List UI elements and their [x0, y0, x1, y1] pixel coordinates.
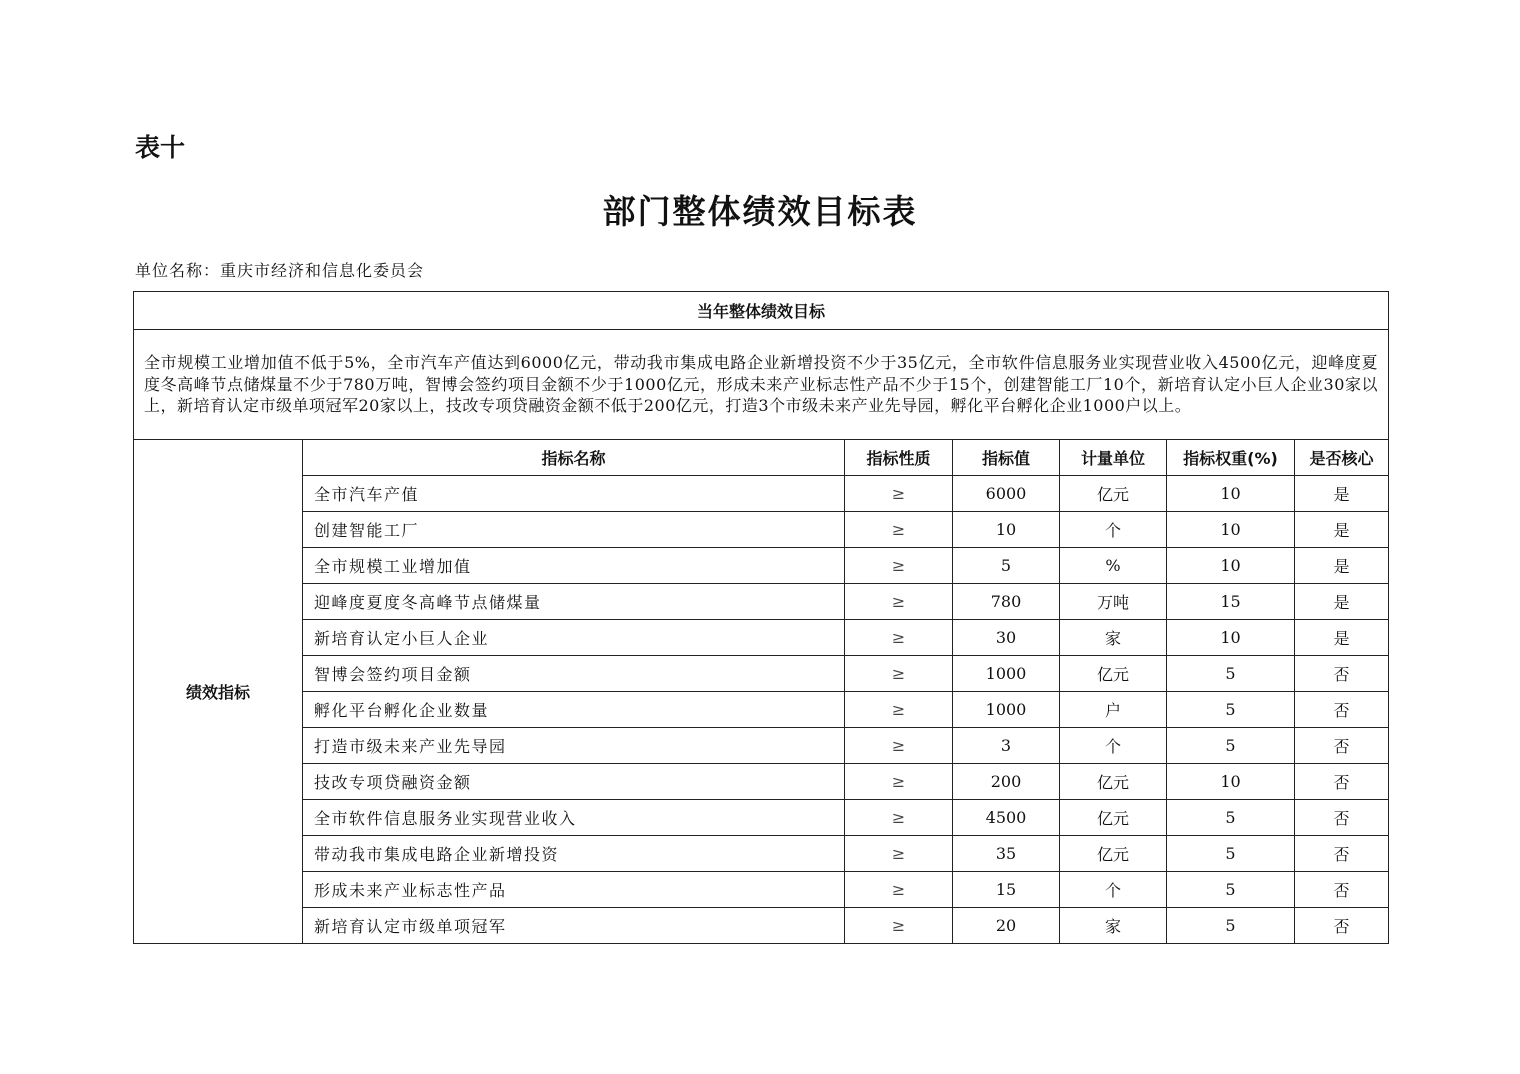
- group-label: 绩效指标: [134, 440, 303, 944]
- indicator-name: 全市汽车产值: [303, 476, 845, 512]
- indicator-weight: 10: [1167, 764, 1295, 800]
- indicator-nature: ≥: [845, 512, 953, 548]
- indicator-nature: ≥: [845, 584, 953, 620]
- indicator-nature: ≥: [845, 728, 953, 764]
- indicator-name: 全市规模工业增加值: [303, 548, 845, 584]
- indicator-weight: 10: [1167, 476, 1295, 512]
- indicator-nature: ≥: [845, 800, 953, 836]
- indicator-nature: ≥: [845, 872, 953, 908]
- indicator-nature: ≥: [845, 620, 953, 656]
- section-header: 当年整体绩效目标: [134, 292, 1389, 330]
- table-row: [134, 656, 1389, 692]
- indicator-nature: ≥: [845, 548, 953, 584]
- indicator-core: 是: [1295, 620, 1389, 656]
- unit-name-line: 单位名称：重庆市经济和信息化委员会: [135, 261, 425, 280]
- indicator-name: 带动我市集成电路企业新增投资: [303, 836, 845, 872]
- indicator-value: 10: [953, 512, 1060, 548]
- table-row: [134, 872, 1389, 908]
- indicator-unit: 万吨: [1060, 584, 1167, 620]
- indicator-weight: 5: [1167, 692, 1295, 728]
- indicator-unit: 亿元: [1060, 764, 1167, 800]
- indicator-weight: 5: [1167, 908, 1295, 944]
- indicator-core: 否: [1295, 872, 1389, 908]
- indicator-weight: 5: [1167, 836, 1295, 872]
- indicator-core: 否: [1295, 656, 1389, 692]
- indicator-core: 是: [1295, 584, 1389, 620]
- column-header-unit: 计量单位: [1060, 440, 1167, 476]
- table-row: [134, 584, 1389, 620]
- table-row: [134, 908, 1389, 944]
- indicator-weight: 15: [1167, 584, 1295, 620]
- table-row: [134, 764, 1389, 800]
- column-header-core: 是否核心: [1295, 440, 1389, 476]
- indicator-value: 35: [953, 836, 1060, 872]
- indicator-unit: 个: [1060, 872, 1167, 908]
- indicator-value: 4500: [953, 800, 1060, 836]
- document-title: 部门整体绩效目标表: [602, 192, 918, 231]
- indicator-unit: 亿元: [1060, 836, 1167, 872]
- indicator-unit: 亿元: [1060, 656, 1167, 692]
- table-row: [134, 728, 1389, 764]
- indicator-unit: %: [1060, 548, 1167, 584]
- column-header-weight: 指标权重(%): [1167, 440, 1295, 476]
- column-header-value: 指标值: [953, 440, 1060, 476]
- indicator-value: 1000: [953, 692, 1060, 728]
- indicator-value: 200: [953, 764, 1060, 800]
- indicator-name: 创建智能工厂: [303, 512, 845, 548]
- annual-goal-summary: 全市规模工业增加值不低于5%，全市汽车产值达到6000亿元，带动我市集成电路企业新增投资不少于35亿元，全市软件信息服务业实现营业收入4500亿元，迎峰度夏度冬高峰节点储煤量不少于780万吨，智博会签约项目金额不少于1000亿元，形成未来产业标志性产品不少于15个，创建智能工厂10个，新培育认定小巨人企业30家以上，新培育认定市级单项冠军20家以上，技改专项贷融资金额不低于200亿元，打造3个市级未来产业先导园，孵化平台孵化企业1000户以上。: [134, 330, 1389, 440]
- indicator-core: 是: [1295, 476, 1389, 512]
- indicator-weight: 5: [1167, 872, 1295, 908]
- indicator-name: 形成未来产业标志性产品: [303, 872, 845, 908]
- indicator-value: 5: [953, 548, 1060, 584]
- indicator-nature: ≥: [845, 836, 953, 872]
- column-header-nature: 指标性质: [845, 440, 953, 476]
- table-row: [134, 476, 1389, 512]
- column-header-row: [134, 440, 1389, 476]
- indicator-weight: 10: [1167, 512, 1295, 548]
- table-row: [134, 512, 1389, 548]
- table-row: [134, 548, 1389, 584]
- indicator-weight: 5: [1167, 800, 1295, 836]
- indicator-name: 智博会签约项目金额: [303, 656, 845, 692]
- indicator-core: 否: [1295, 908, 1389, 944]
- indicator-nature: ≥: [845, 656, 953, 692]
- indicator-value: 3: [953, 728, 1060, 764]
- indicator-name: 新培育认定市级单项冠军: [303, 908, 845, 944]
- indicator-nature: ≥: [845, 476, 953, 512]
- indicator-name: 迎峰度夏度冬高峰节点储煤量: [303, 584, 845, 620]
- indicator-weight: 5: [1167, 656, 1295, 692]
- indicator-unit: 亿元: [1060, 800, 1167, 836]
- indicator-unit: 户: [1060, 692, 1167, 728]
- indicator-nature: ≥: [845, 764, 953, 800]
- indicator-nature: ≥: [845, 908, 953, 944]
- indicator-name: 全市软件信息服务业实现营业收入: [303, 800, 845, 836]
- table-row: [134, 836, 1389, 872]
- indicator-unit: 家: [1060, 620, 1167, 656]
- indicator-name: 技改专项贷融资金额: [303, 764, 845, 800]
- table-row: [134, 620, 1389, 656]
- indicator-core: 是: [1295, 512, 1389, 548]
- indicator-value: 15: [953, 872, 1060, 908]
- table-row: [134, 692, 1389, 728]
- indicator-value: 780: [953, 584, 1060, 620]
- indicator-weight: 10: [1167, 548, 1295, 584]
- indicator-core: 否: [1295, 692, 1389, 728]
- indicator-unit: 亿元: [1060, 476, 1167, 512]
- indicator-unit: 个: [1060, 512, 1167, 548]
- indicator-unit: 个: [1060, 728, 1167, 764]
- table-label: 表十: [135, 133, 186, 162]
- indicator-name: 新培育认定小巨人企业: [303, 620, 845, 656]
- performance-table: [133, 291, 1389, 944]
- indicator-value: 6000: [953, 476, 1060, 512]
- column-header-name: 指标名称: [303, 440, 845, 476]
- indicator-value: 20: [953, 908, 1060, 944]
- indicator-core: 否: [1295, 764, 1389, 800]
- indicator-core: 是: [1295, 548, 1389, 584]
- table-row: [134, 800, 1389, 836]
- indicator-weight: 5: [1167, 728, 1295, 764]
- indicator-name: 孵化平台孵化企业数量: [303, 692, 845, 728]
- indicator-value: 30: [953, 620, 1060, 656]
- indicator-core: 否: [1295, 728, 1389, 764]
- indicator-core: 否: [1295, 836, 1389, 872]
- indicator-value: 1000: [953, 656, 1060, 692]
- indicator-nature: ≥: [845, 692, 953, 728]
- indicator-unit: 家: [1060, 908, 1167, 944]
- indicator-name: 打造市级未来产业先导园: [303, 728, 845, 764]
- indicator-core: 否: [1295, 800, 1389, 836]
- indicator-weight: 10: [1167, 620, 1295, 656]
